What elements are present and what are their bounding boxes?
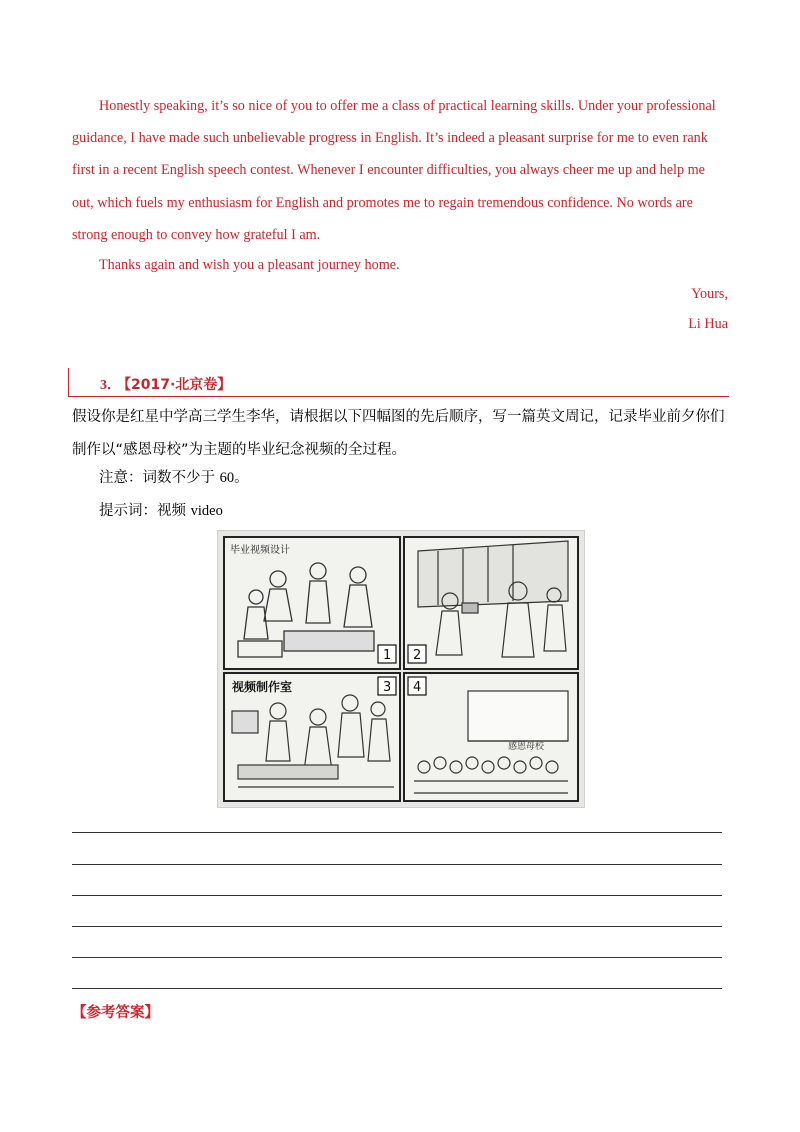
question-note [99, 468, 759, 488]
question-hint [99, 501, 759, 521]
panel-number-1: 1 [383, 648, 392, 663]
question-header [68, 368, 729, 397]
comic-illustration [217, 530, 585, 808]
writing-line[interactable] [72, 926, 722, 927]
panel-number-2: 2 [413, 648, 422, 663]
note-end: 。 [234, 470, 249, 486]
letter-paragraph-1: Honestly speaking, it’s so nice of you to offer me a class of practical learning skills. Under your professional guidance, I have made such unbelievable progress in English. It’s indeed a pleasant surprise for me to even rank first in a recent English speech contest. Whenever I encounter difficulties, you always cheer me up and help me out, which fuels my enthusiasm for English and promotes me to regain tremendous confidence. No words are strong enough to convey how grateful I am. [72, 98, 716, 243]
note-number: 60 [219, 470, 235, 486]
panel-number-3: 3 [383, 680, 392, 695]
writing-line[interactable] [72, 864, 722, 865]
hint-word: video [190, 503, 223, 519]
writing-line[interactable] [72, 988, 722, 989]
writing-line[interactable] [72, 957, 722, 958]
reference-answer-label: 【参考答案】 [72, 1005, 159, 1021]
hint-label: 提示词：视频 [99, 503, 186, 519]
question-task: 假设你是红星中学高三学生李华，请根据以下四幅图的先后顺序，写一篇英文周记，记录毕业前夕你们制作以“感恩母校”为主题的毕业纪念视频的全过程。 [72, 409, 725, 458]
writing-line[interactable] [72, 832, 722, 833]
question-number: 3． [100, 378, 121, 393]
panel-1-caption: 毕业视频设计 [230, 545, 290, 556]
note-label: 注意：词数不少于 [99, 470, 215, 486]
panel-4-sign: 感恩母校 [508, 742, 545, 752]
question-source: 【2017·北京卷】 [117, 377, 232, 393]
panel-number-4: 4 [413, 680, 422, 695]
writing-line[interactable] [72, 895, 722, 896]
letter-paragraph-2: Thanks again and wish you a pleasant journey home. [99, 257, 400, 273]
panel-3-caption: 视频制作室 [232, 680, 293, 694]
letter-closing: Yours, [691, 286, 728, 302]
letter-signature: Li Hua [688, 316, 728, 332]
